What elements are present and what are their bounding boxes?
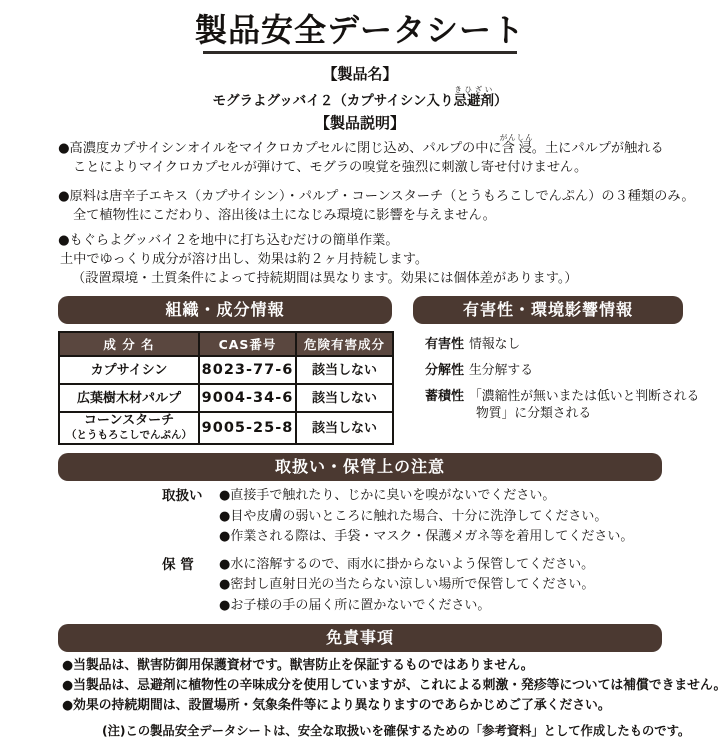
- description-bullet-2-line-2: 全て植物性にこだわり、溶出後は土になじみ環境に影響を与えません。: [73, 208, 496, 223]
- hazard-item: 蓄積性 「濃縮性が無いまたは低いと判断される 物質」に分類される: [425, 389, 700, 421]
- page-title: 製品安全データシート: [194, 11, 525, 49]
- gunshin-ruby: 含浸がんしん: [499, 133, 534, 156]
- composition-header-bar: 組織・成分情報: [58, 296, 392, 324]
- ingredient-cell: 広葉樹木材パルプ: [59, 384, 199, 412]
- handling-header-bar: 取扱い・保管上の注意: [58, 453, 662, 481]
- description-bullet-3-line-3: （設置環境・土質条件によって持続期間は異なります。効果には個体差があります。）: [72, 271, 578, 286]
- product-description: [58, 133, 720, 288]
- hazard-list: [413, 336, 700, 422]
- product-name-ruby: 忌避剤きひざい: [453, 85, 495, 109]
- hazard-item: 分解性 生分解する: [425, 363, 533, 378]
- hazard-header-bar: 有害性・環境影響情報: [413, 296, 683, 324]
- product-name-heading: 【製品名】: [322, 65, 398, 83]
- title-underline: [203, 51, 517, 54]
- handling-item: ●作業される際は、手袋・マスク・保護メガネ等を着用してください。: [219, 529, 634, 544]
- product-name-pre: モグラよグッバイ２（カプサイシン入り: [212, 93, 454, 109]
- handling-item: ●目や皮膚の弱いところに触れた場合、十分に洗浄してください。: [219, 508, 608, 524]
- cas-cell: 8023-77-6: [199, 356, 296, 384]
- storage-item: ●水に溶解するので、雨水に掛からないよう保管してください。: [219, 556, 595, 572]
- hazard-section: [413, 296, 700, 431]
- ingredient-cell: カプサイシン: [59, 356, 199, 384]
- handling-item: ●直接手で触れたり、じかに臭いを嗅がないでください。: [219, 488, 556, 503]
- disclaimer-item: ●当製品は、獣害防御用保護資材です。獣害防止を保証するものではありません。: [62, 658, 534, 673]
- product-description-heading: 【製品説明】: [314, 114, 405, 132]
- table-header-row: [59, 332, 393, 356]
- ingredient-cell: コーンスターチ （とうもろこしでんぷん）: [59, 412, 199, 444]
- handling-group-items: [219, 486, 633, 548]
- hazard-cell: 該当しない: [296, 356, 393, 384]
- composition-table: [58, 331, 394, 445]
- hazard-cell: 該当しない: [296, 412, 393, 444]
- footer-note: (注)この製品安全データシートは、安全な取扱いを確保するための「参考資料」として作成したものです。: [102, 724, 691, 738]
- handling-group: [58, 486, 720, 548]
- disclaimer-items: [62, 656, 726, 716]
- storage-item: ●お子様の手の届く所に置かないでください。: [219, 597, 491, 613]
- description-bullet-1-line-2: ことによりマイクロカプセルが弾けて、モグラの嗅覚を強烈に刺激し寄せ付けません。: [73, 160, 588, 175]
- description-bullet-3-line-1: ●もぐらよグッバイ２を地中に打ち込むだけの簡単作業。: [58, 233, 399, 248]
- hazard-cell: 該当しない: [296, 384, 393, 412]
- storage-group: [58, 555, 720, 617]
- storage-item: ●密封し直射日光の当たらない涼しい場所で保管してください。: [219, 577, 595, 592]
- handling-group-label: 取扱い: [162, 488, 203, 504]
- disclaimer-item: ●効果の持続期間は、設置場所・気象条件等により異なりますのであらかじめご了承ください。: [62, 698, 611, 713]
- table-row: [59, 384, 393, 412]
- disclaimer-item: ●当製品は、忌避剤に植物性の辛味成分を使用していますが、これによる刺激・発疹等については補償できません。: [62, 678, 726, 693]
- column-header-cas: CAS番号: [199, 332, 296, 356]
- product-name: [0, 85, 720, 111]
- table-row: [59, 356, 393, 384]
- description-bullet-2-line-1: ●原料は唐辛子エキス（カプサイシン）・パルプ・コーンスターチ（とうもろこしでんぷん）の３種類のみ。: [58, 189, 695, 204]
- description-bullet-3-line-2: 土中でゆっくり成分が溶け出し、効果は約２ヶ月持続します。: [60, 252, 429, 267]
- description-bullet-1-line-1: ●高濃度カプサイシンオイルをマイクロカプセルに閉じ込め、パルプの中に含浸がんしん。土にパルプが触れる: [58, 133, 664, 156]
- storage-group-label: 保 管: [162, 556, 194, 573]
- column-header-ingredient: 成 分 名: [59, 332, 199, 356]
- hazard-item: 有害性 情報なし: [425, 337, 521, 352]
- info-columns: [58, 296, 720, 445]
- cas-cell: 9005-25-8: [199, 412, 296, 444]
- table-row: [59, 412, 393, 444]
- cas-cell: 9004-34-6: [199, 384, 296, 412]
- disclaimer-header-bar: 免責事項: [58, 624, 662, 652]
- composition-section: [58, 296, 392, 445]
- storage-group-items: [219, 555, 594, 617]
- product-name-post: ）: [494, 93, 508, 109]
- column-header-hazard: 危険有害成分: [296, 332, 393, 356]
